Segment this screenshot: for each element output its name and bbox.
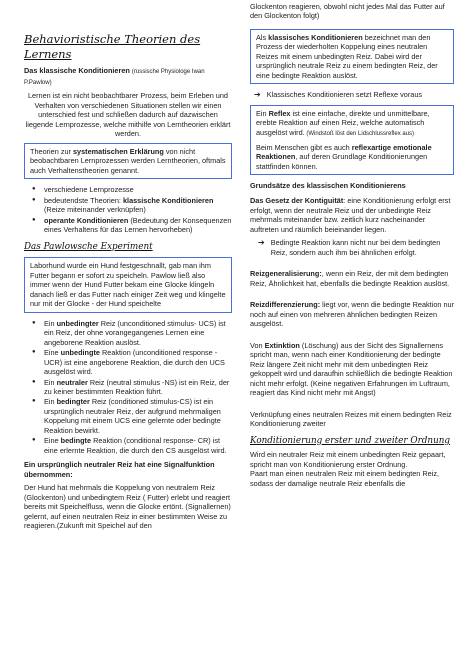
intro-paragraph: Lernen ist ein nicht beobachtbarer Prozess, beim Erleben und Verhalten von verschiedenen Situationen stellen wir einen unterschied fest und schließen dadurch auf dazwischen liegende Lernprozesse, welche mithilfe von Lerntheorien erklärt werden. [25, 91, 231, 139]
list-item-bold: unbedingte [60, 348, 100, 358]
contiguity-arrow-text: Bedingte Reaktion kann nicht nur bei dem bedingten Reiz, sondern auch ihm bei ähnlichen erfolgt. [270, 238, 441, 257]
continuation-text: Glockenton reagieren, obwohl nicht jedes Mal das Futter auf den Glockenton folgt) [250, 2, 445, 21]
list-item-rest: Reaktion (unconditioned response - UCR) ist eine angeborene Reaktion, die durch den UCS ausgelöst wird. [44, 348, 225, 377]
extinction-bold: Extinktion [264, 340, 300, 350]
order-text-2: Paart man einen neutralen Reiz mit einem bedingten Reiz, sodass der damalige neutrale Reiz ebenfalls die [250, 469, 440, 488]
box4b-pre: Beim Menschen gibt es auch [256, 142, 352, 152]
list-item [44, 436, 232, 455]
box1-prefix: Theorien zur [30, 146, 73, 156]
list-item-bold: klassische Konditionieren [122, 195, 214, 205]
box4b-rest: , auf deren Grundlage Konditionierungen stattfinden können. [256, 152, 428, 171]
definition-box-classic [250, 29, 454, 84]
list-item [44, 216, 232, 235]
box3-pre: Als [256, 32, 269, 42]
list-item-rest: Reiz (unconditioned stimulus- UCS) ist ein Reiz, der ohne vorangegangenes Lernen eine angeborene Reaktion auslöst. [44, 318, 226, 347]
box1-bold: systematischen Erklärung [73, 146, 164, 156]
box4-small: (Windstoß löst den Lidschlussreflex aus) [304, 130, 415, 137]
list-item [44, 185, 232, 194]
extinction-text: (Löschung) aus der Sicht des Signallernens spricht man, wenn nach einer Konditionierung der bedingte Reiz längere Zeit nicht mehr mit dem unbedingten Reiz gekoppelt wird und daraufhin schließlich die bedingte Reaktion nicht mehr erfolgt. (Keine negativen Erfahrungen im Luftraum, reagiert das Kind nicht mehr mit Angst) [250, 340, 453, 398]
list-item [44, 378, 232, 397]
left-column [24, 0, 232, 535]
box3-bold: klassisches Konditionieren [268, 32, 363, 42]
definition-box-lerntheorien [24, 143, 232, 179]
list-item-text: verschiedene Lernprozesse [44, 185, 134, 195]
list-item-text: bedeutendste Theorien: [44, 195, 123, 205]
contiguity-bold: Das Gesetz der Kontiguität [250, 196, 344, 206]
classic-heading-note: (russische Physiologe Iwan P.Pawlow) [24, 68, 205, 86]
generalization-text: , wenn ein Reiz, der mit dem bedingten Reiz, Ähnlichkeit hat, ebenfalls die bedingte Reaktion auslöst. [250, 269, 450, 288]
arrow-line-text: Klassisches Konditionieren setzt Reflexe voraus [266, 90, 423, 100]
box4b-bold: reflexartige emotionale Reaktionen [256, 142, 432, 162]
differentiation-text: liegt vor, wenn die bedingte Reaktion nur noch auf einen von mehreren ähnlichen bedingten Reizen ausgelöst. [250, 300, 455, 329]
box3-rest: bezeichnet man den Prozess der wiederholten Koppelung eines neutralen Reizes mit einem unbedingten Reiz. Dabei wird der ursprünglich neutrale Reiz zu einem bedingten Reiz, der eine bedingte Reaktion auslöst. [256, 32, 438, 80]
contiguity-text: : eine Konditionierung erfolgt erst erfolgt, wenn der neutrale Reiz und der unbedingte Reiz mehrmals miteinander bzw. zeitlich kurz nacheinander auftreten und räumlich beieinander liegen. [250, 196, 451, 234]
generalization-bold: Reizgeneralisierung: [250, 269, 322, 279]
list-item-pre: Eine [44, 348, 61, 358]
contiguity-arrow-line [258, 238, 454, 257]
principles-heading: Grundsätze des klassischen Konditionierens [250, 181, 406, 190]
stimulus-list [24, 319, 232, 456]
order-heading: Konditionierung erster und zweiter Ordnung [250, 435, 451, 446]
list-item-bold: operante Konditionieren [44, 215, 129, 225]
list-item-pre: Eine [44, 436, 61, 446]
list-item-bold: unbedingter [56, 318, 99, 328]
list-item [44, 348, 232, 376]
differentiation-bold: Reizdifferenzierung: [250, 300, 321, 310]
list-item-pre: Ein [44, 318, 57, 328]
extinction-pre: Von [250, 340, 265, 350]
generalization-paragraph [250, 269, 454, 288]
list-item-rest: Reiz (conditioned stimulus-CS) ist ein ursprünglich neutraler Reiz, der aufgrund mehrmaligen Koppelung mit einem UCS eine gelernte oder bedingte Reaktion bewirkt. [44, 397, 221, 435]
box4-rest: ist eine einfache, direkte und unmittelbare, erebte Reaktion auf einen Reiz, welche automatisch ausgelöst wird. [256, 108, 430, 137]
contiguity-paragraph [250, 196, 454, 234]
classic-heading: Das klassische Konditionieren [24, 65, 130, 75]
list-item [44, 196, 232, 215]
order-text-1: Wird ein neutraler Reiz mit einem unbedingten Reiz gepaart, spricht man von Konditionierung erster Ordnung. [250, 450, 446, 469]
page-title: Behavioristische Theorien des Lernens [24, 32, 201, 61]
extinction-paragraph [250, 341, 454, 398]
reflex-box [250, 105, 454, 175]
arrow-right-icon: ➔ [254, 90, 261, 100]
signal-heading: Ein ursprünglich neutraler Reiz hat eine Signalfunktion übernommen: [24, 460, 215, 479]
right-column [250, 0, 454, 492]
list-item [44, 319, 232, 347]
box1-suffix: von nicht beobachtbaren Lernprozessen werden Lerntheorien, oftmals auch Verhaltenstheorien genannt. [30, 146, 226, 175]
list-item [44, 397, 232, 435]
reflex-arrow-line [254, 90, 454, 100]
differentiation-paragraph [250, 300, 454, 328]
signal-text: Der Hund hat mehrmals die Koppelung von neutralem Reiz (Glockenton) und unbedingtem Reiz ( Futter) erlebt und reagiert bereits mit Speichelfluss, wenn die Glocke ertönt. (Signallernen) gelernt, auf einen neutralen Reiz in einer bestimmten Weise zu reagieren.(Zukunft mit Speichel auf den [24, 483, 231, 531]
list-item-pre: Ein [44, 377, 57, 387]
list-item-rest: (Bedeutung der Konsequenzen eines Verhaltens für das Lernen hervorheben) [44, 215, 232, 235]
box4-bold: Reflex [268, 108, 291, 118]
list-item-bold: bedingte [60, 436, 92, 446]
list-item-rest: (Reize miteinander verknüpfen) [44, 205, 146, 215]
experiment-box: Laborhund wurde ein Hund festgeschnallt, gab man ihm Futter begann er sofort zu speicheln. Pawlow ließ also immer wenn der Hund Futter bekam eine Glocke klingeln danach ließ er das Futter nach einiger Zeit weg und klingelte nur mit der Glocke - der Hund speichelte [24, 257, 232, 312]
theories-list [24, 185, 232, 234]
arrow-right-icon: ➔ [258, 238, 265, 248]
classic-heading-line [24, 66, 232, 88]
experiment-heading: Das Pawlowsche Experiment [24, 241, 153, 252]
list-item-rest: Reiz (neutral stimulus -NS) ist ein Reiz, der zu keiner bestimmten Reaktion führt. [44, 377, 230, 396]
list-item-bold: bedingter [56, 397, 90, 407]
linking-paragraph: Verknüpfung eines neutralen Reizes mit einem bedingten Reiz Konditionierung zweiter [250, 409, 452, 429]
list-item-bold: neutraler [56, 377, 88, 387]
list-item-pre: Ein [44, 397, 57, 407]
list-item-rest: Reaktion (conditional response- CR) ist eine erlernte Reaktion, die durch den CS ausgelöst wird. [44, 436, 227, 455]
box4-pre: Ein [256, 108, 269, 118]
